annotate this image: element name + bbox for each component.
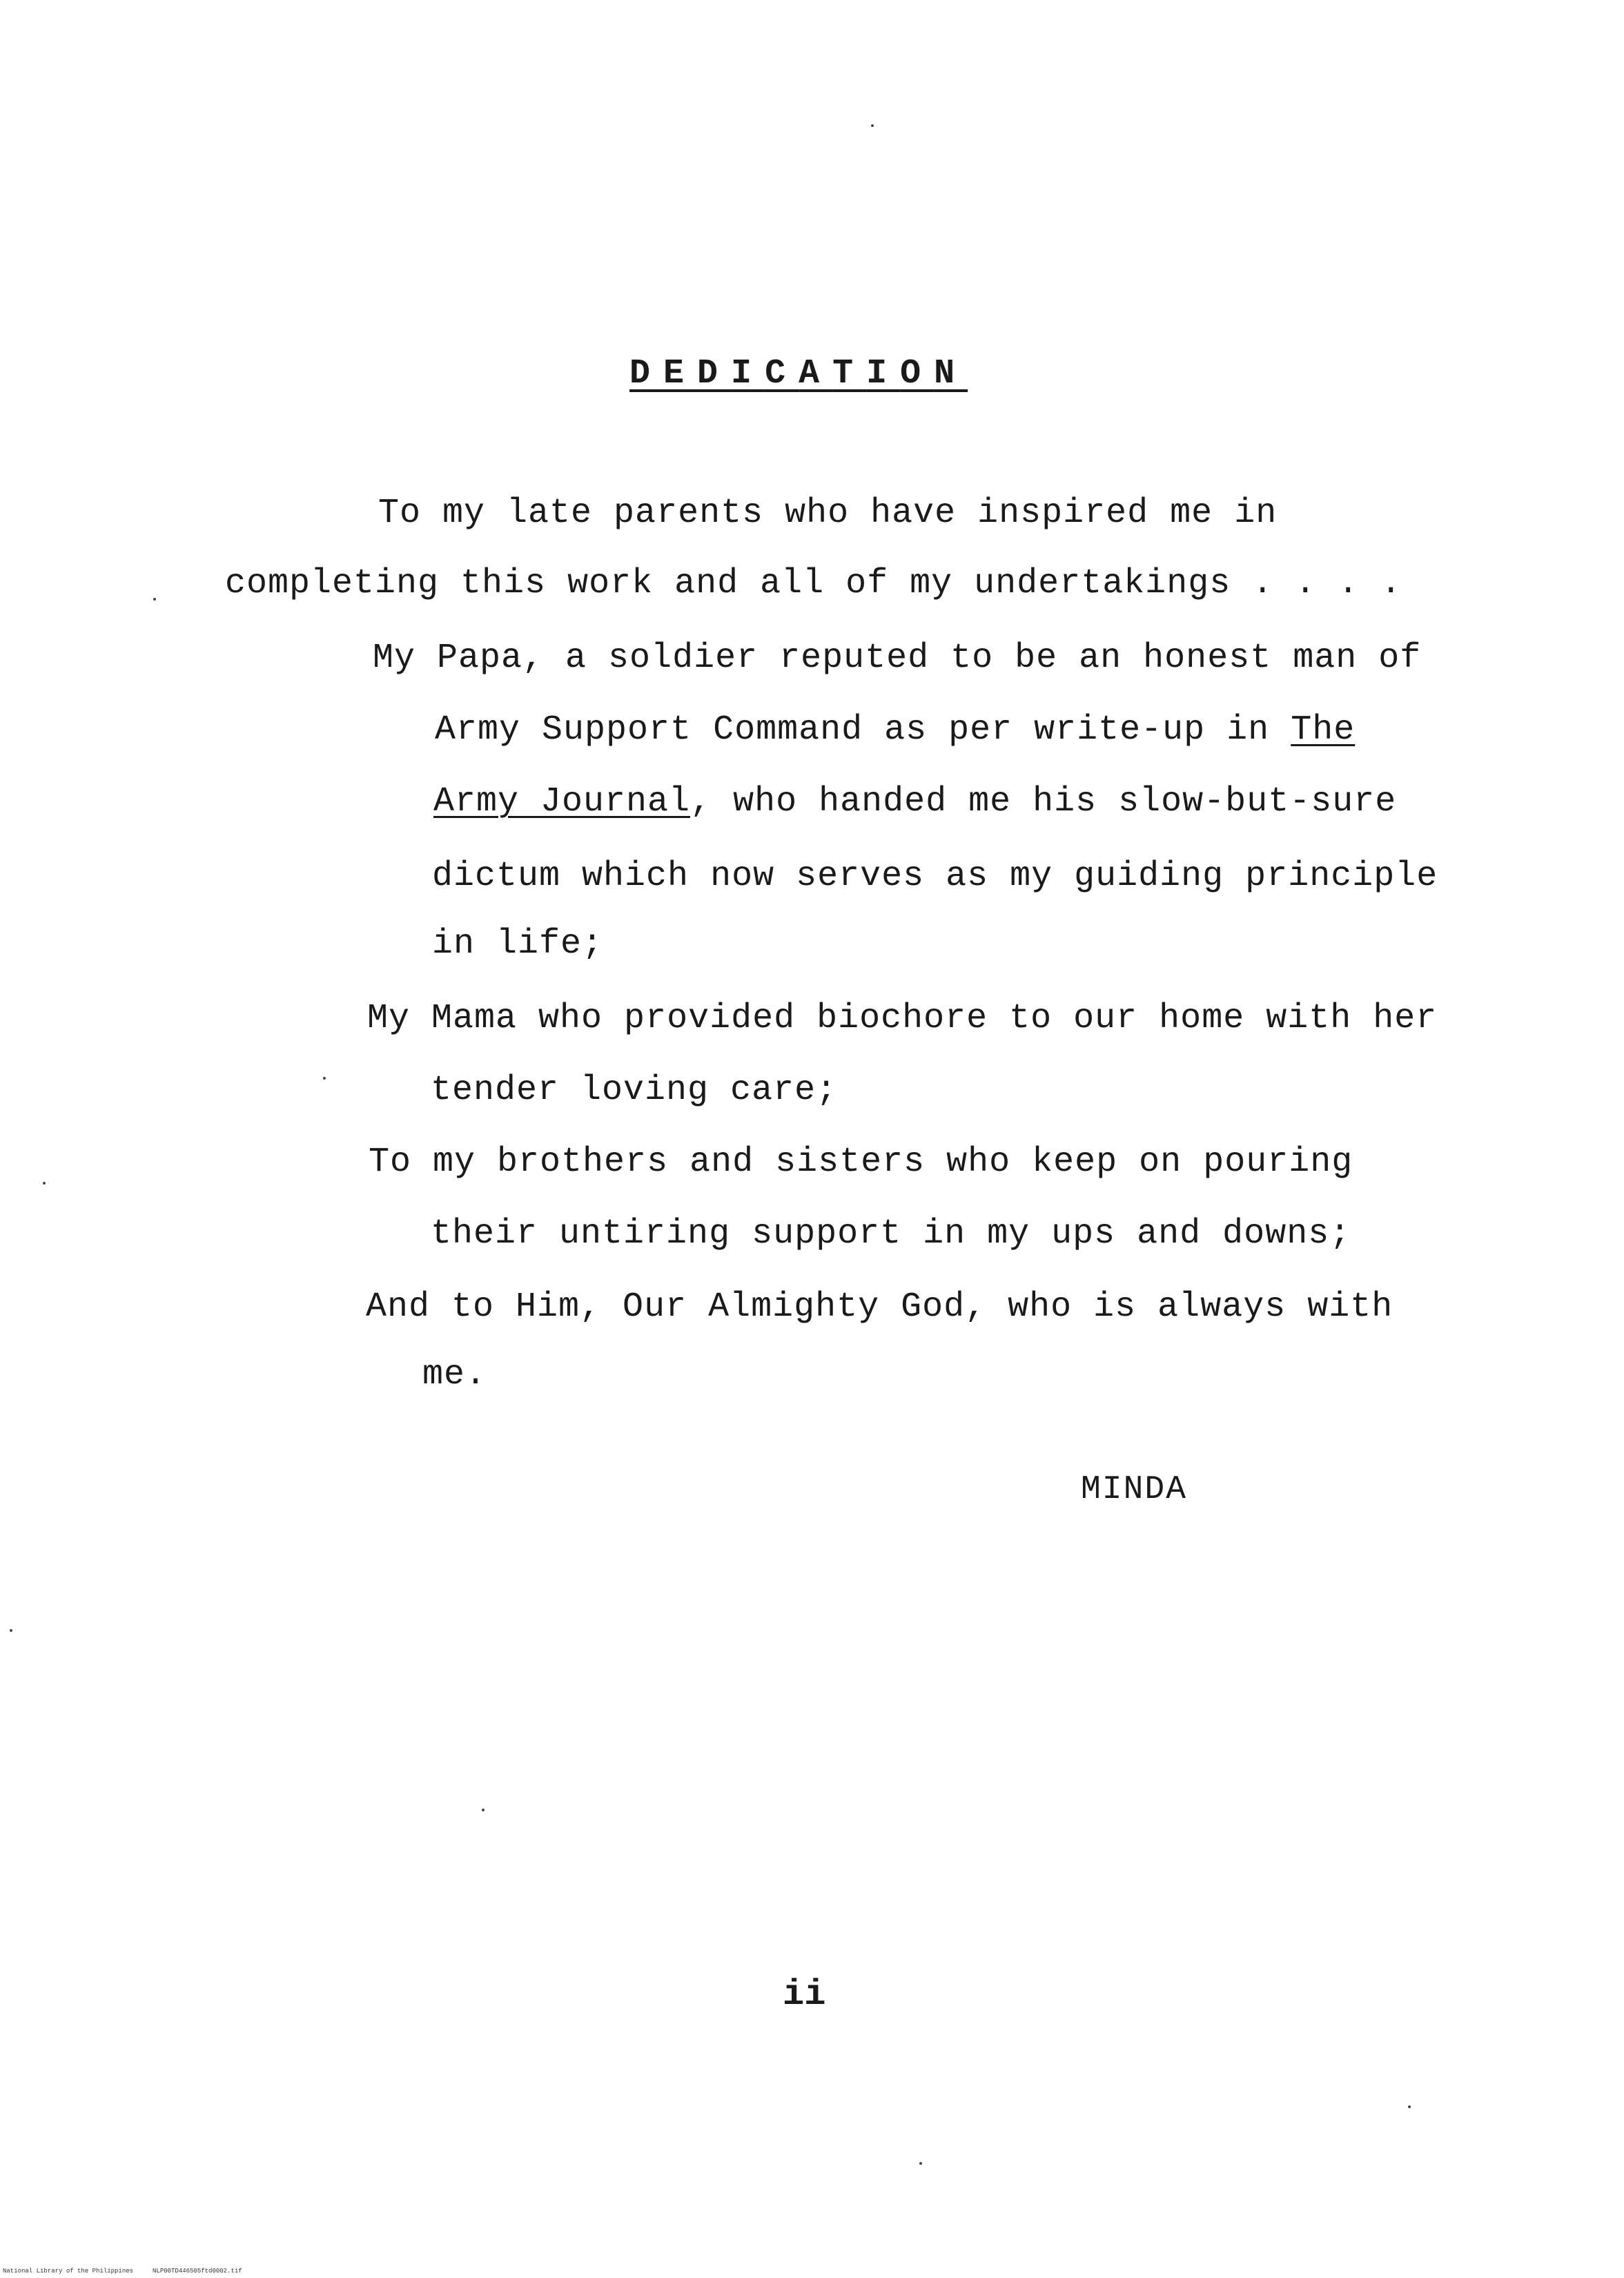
scan-speck bbox=[10, 1629, 12, 1632]
scan-speck bbox=[43, 1182, 46, 1185]
title-letter: O bbox=[900, 354, 935, 393]
footer-library: National Library of the Philippines bbox=[3, 2268, 134, 2275]
scan-speck bbox=[482, 1809, 485, 1811]
title-letter: D bbox=[697, 354, 732, 393]
god-line-1: And to Him, Our Almighty God, who is always with bbox=[366, 1287, 1393, 1327]
page-title bbox=[629, 353, 968, 395]
papa-line-5: in life; bbox=[432, 924, 604, 964]
scan-speck bbox=[871, 124, 874, 127]
scan-speck bbox=[153, 598, 156, 601]
mama-line-2: tender loving care; bbox=[431, 1071, 838, 1110]
title-letter: I bbox=[731, 354, 765, 393]
signature: MINDA bbox=[1081, 1471, 1188, 1508]
journal-title-part-2: Army Journal bbox=[433, 782, 691, 821]
title-letter: A bbox=[799, 354, 833, 393]
siblings-line-2: their untiring support in my ups and downs; bbox=[431, 1214, 1351, 1254]
papa-line-3-text: , who handed me his slow-but-sure bbox=[690, 782, 1397, 821]
scan-speck bbox=[919, 2162, 922, 2165]
papa-line-2-text: Army Support Command as per write-up in bbox=[435, 710, 1291, 750]
god-line-2: me. bbox=[422, 1355, 487, 1394]
mama-line-1: My Mama who provided biochore to our home with her bbox=[367, 999, 1438, 1038]
scan-footer bbox=[3, 2267, 242, 2275]
journal-title-part-1: The bbox=[1291, 710, 1356, 750]
papa-line-1: My Papa, a soldier reputed to be an honest man of bbox=[373, 639, 1422, 678]
papa-line-3 bbox=[433, 781, 1396, 823]
paragraph-intro-line-1: To my late parents who have inspired me in bbox=[378, 494, 1278, 533]
paragraph-intro-line-2: completing this work and all of my undertakings . . . . bbox=[225, 564, 1402, 603]
page-number: ii bbox=[783, 1974, 826, 2015]
footer-filename: NLP00TD446505ftd0002.tif bbox=[153, 2268, 242, 2275]
siblings-line-1: To my brothers and sisters who keep on pouring bbox=[369, 1142, 1353, 1182]
scan-speck bbox=[323, 1077, 326, 1080]
title-letter: T bbox=[832, 354, 867, 393]
title-letter: I bbox=[866, 354, 901, 393]
papa-line-4: dictum which now serves as my guiding principle bbox=[432, 857, 1438, 896]
papa-line-2 bbox=[435, 710, 1355, 751]
title-letter: E bbox=[663, 354, 698, 393]
scan-speck bbox=[1408, 2105, 1411, 2108]
title-letter: C bbox=[765, 354, 799, 393]
title-letter: D bbox=[629, 354, 664, 393]
title-letter: N bbox=[934, 354, 968, 393]
